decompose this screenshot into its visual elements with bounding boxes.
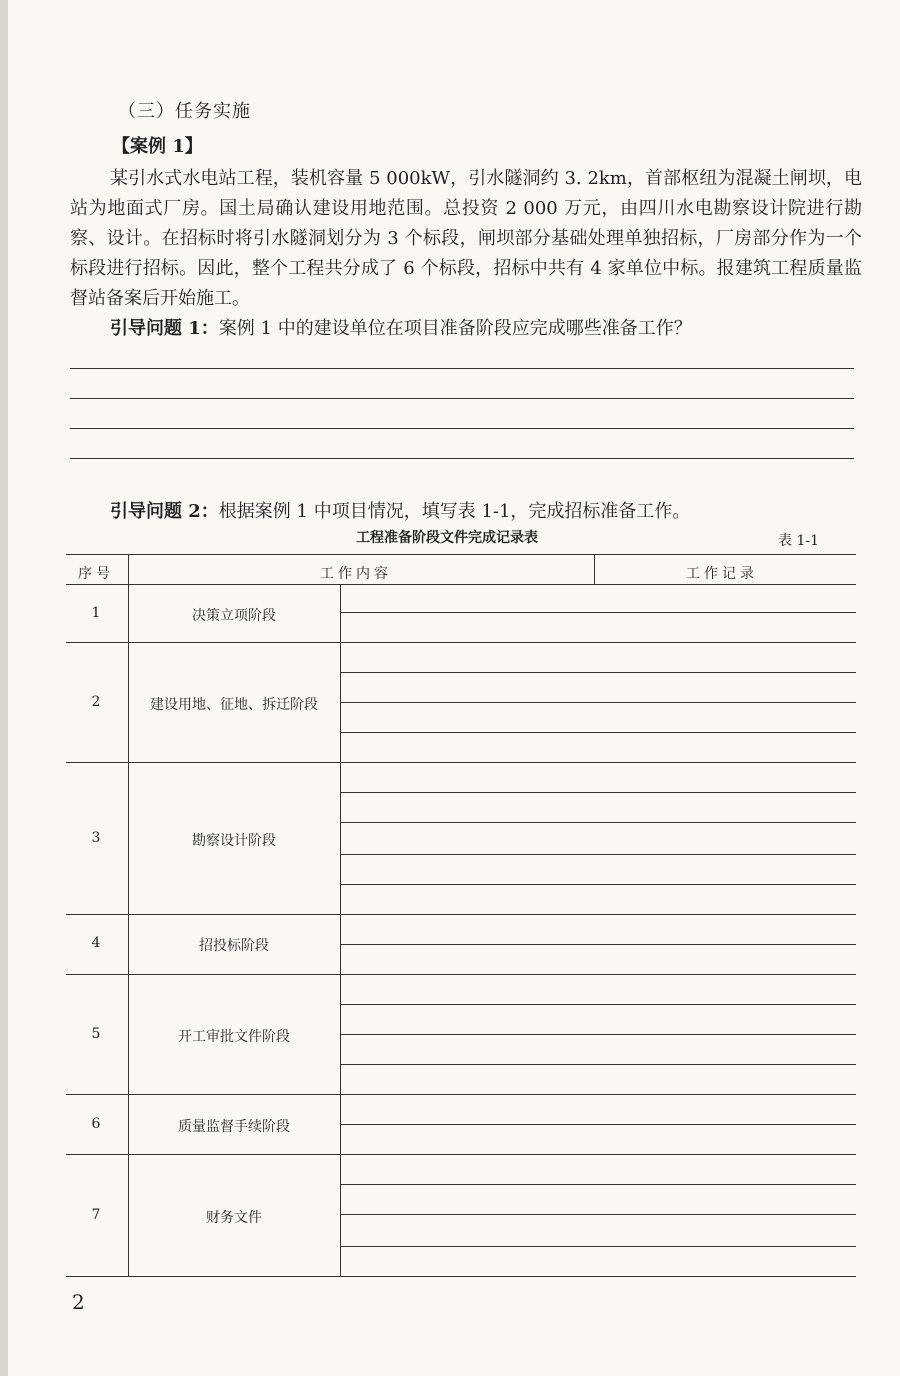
table-caption: 工程准备阶段文件完成记录表	[356, 530, 538, 546]
table-bottom-rule	[66, 1276, 856, 1277]
section-title: （三）任务实施	[118, 101, 251, 122]
answer-line[interactable]	[70, 398, 854, 399]
table-header-rule	[66, 584, 856, 585]
question-1-text: 案例 1 中的建设单位在项目准备阶段应完成哪些准备工作？	[218, 318, 692, 339]
table-top-rule	[66, 554, 856, 555]
row-4-index: 4	[91, 935, 101, 951]
page-edge	[0, 0, 8, 1376]
col-divider-index	[128, 554, 129, 1276]
row-3-stage: 勘察设计阶段	[192, 833, 276, 849]
row-3-index: 3	[91, 830, 101, 846]
record-line[interactable]	[340, 612, 856, 613]
record-table	[66, 554, 856, 1276]
row-7-stage: 财务文件	[206, 1210, 262, 1226]
question-1-lead: 引导问题 1：	[110, 318, 219, 339]
col-divider-stage	[340, 584, 341, 1276]
record-line[interactable]	[340, 792, 856, 793]
record-line[interactable]	[340, 1246, 856, 1247]
table-number: 表 1-1	[778, 533, 819, 549]
row-1-stage: 决策立项阶段	[192, 608, 276, 624]
col-divider-record	[594, 554, 595, 584]
record-line[interactable]	[340, 732, 856, 733]
answer-line[interactable]	[70, 458, 854, 459]
guide-question-2	[110, 497, 690, 523]
record-line[interactable]	[340, 1214, 856, 1215]
header-index: 序号	[78, 566, 114, 582]
row-6-stage: 质量监督手续阶段	[178, 1119, 290, 1135]
record-line[interactable]	[340, 1064, 856, 1065]
row-separator	[66, 642, 856, 643]
row-1-index: 1	[91, 605, 101, 621]
row-4-stage: 招投标阶段	[199, 938, 269, 954]
row-5-stage: 开工审批文件阶段	[178, 1029, 290, 1045]
record-line[interactable]	[340, 702, 856, 703]
row-separator	[66, 762, 856, 763]
guide-question-1	[110, 314, 692, 340]
record-line[interactable]	[340, 884, 856, 885]
row-5-index: 5	[91, 1026, 101, 1042]
record-line[interactable]	[340, 1004, 856, 1005]
header-record: 工作记录	[686, 566, 758, 582]
record-line[interactable]	[340, 672, 856, 673]
row-6-index: 6	[91, 1116, 101, 1132]
case-label: 【案例 1】	[112, 136, 203, 157]
record-line[interactable]	[340, 1124, 856, 1125]
case-text: 某引水式水电站工程，装机容量 5 000kW，引水隧洞约 3. 2km，首部枢纽为混凝土闸坝，电站为地面式厂房。国土局确认建设用地范围。总投资 2 000 万元，由四川水电勘察设计院进行勘察、设计。在招标时将引水隧洞划分为 3 个标段，闸坝部分基础处理单独招标，厂房部分作为一个标段进行招标。因此，整个工程共分成了 6 个标段，招标中共有 4 家单位中标。报建筑工程质量监督站备案后开始施工。	[70, 168, 862, 309]
question-2-lead: 引导问题 2：	[110, 501, 219, 522]
record-line[interactable]	[340, 854, 856, 855]
record-line[interactable]	[340, 1184, 856, 1185]
row-7-index: 7	[91, 1207, 101, 1223]
row-separator	[66, 1094, 856, 1095]
record-line[interactable]	[340, 1034, 856, 1035]
row-2-stage: 建设用地、征地、拆迁阶段	[150, 697, 318, 713]
record-line[interactable]	[340, 944, 856, 945]
page-number: 2	[72, 1290, 85, 1314]
answer-line[interactable]	[70, 428, 854, 429]
row-2-index: 2	[91, 694, 101, 710]
row-separator	[66, 974, 856, 975]
record-line[interactable]	[340, 822, 856, 823]
row-separator	[66, 914, 856, 915]
question-2-text: 根据案例 1 中项目情况，填写表 1-1，完成招标准备工作。	[218, 501, 691, 522]
header-content: 工作内容	[320, 566, 392, 582]
answer-line[interactable]	[70, 368, 854, 369]
row-separator	[66, 1154, 856, 1155]
